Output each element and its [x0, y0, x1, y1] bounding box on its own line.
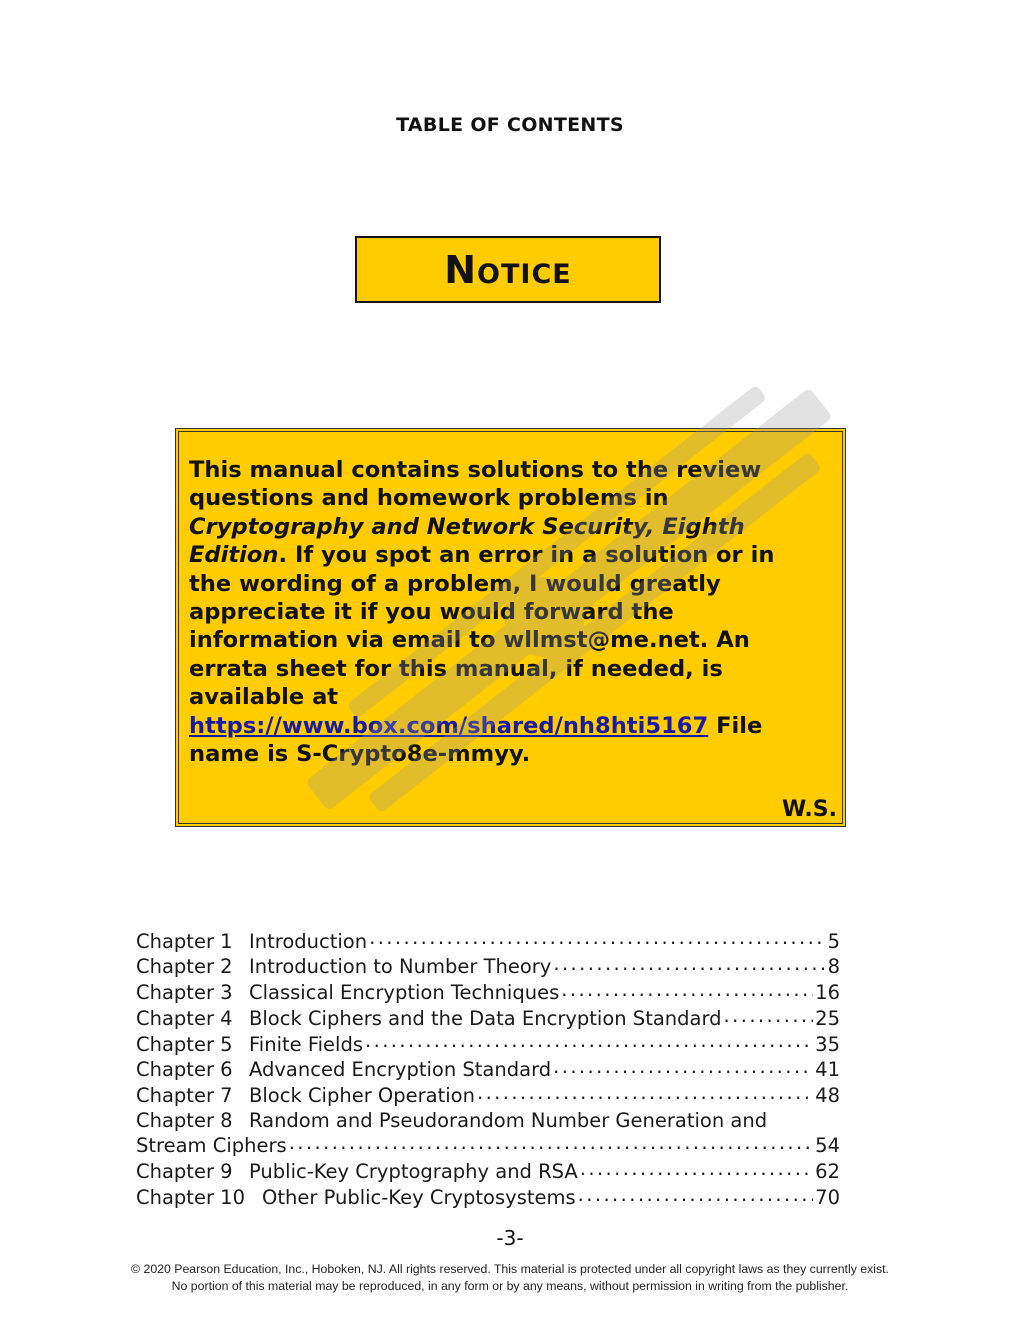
toc-chapter-title: Finite Fields — [249, 1032, 364, 1056]
dot-leader — [365, 1031, 813, 1051]
toc-entry-continuation[interactable] — [136, 1133, 840, 1159]
toc-chapter-title-continuation: Stream Ciphers — [136, 1134, 287, 1158]
toc-chapter-title: Advanced Encryption Standard — [249, 1058, 552, 1082]
dot-leader — [477, 1083, 813, 1103]
dot-leader — [553, 954, 825, 974]
toc-entry[interactable] — [136, 1159, 840, 1185]
notice-banner — [355, 236, 661, 303]
page-number: -3- — [496, 1226, 524, 1250]
message-line-link — [189, 712, 829, 740]
toc-page-number: 35 — [815, 1032, 840, 1056]
toc-entry[interactable] — [136, 1083, 840, 1109]
toc-chapter-number: Chapter 7 — [136, 1084, 233, 1108]
toc-page-number: 41 — [815, 1058, 840, 1082]
copyright-line: No portion of this material may be reproduced, in any form or by any means, without permission in writing from the publisher. — [171, 1278, 849, 1293]
toc-page-number: 8 — [827, 955, 840, 979]
toc-chapter-title: Random and Pseudorandom Number Generation and — [249, 1108, 768, 1132]
toc-chapter-title: Classical Encryption Techniques — [249, 981, 560, 1005]
toc-page-number: 62 — [815, 1160, 840, 1184]
dot-leader — [289, 1133, 813, 1153]
message-line-book-title — [189, 513, 829, 541]
book-title-part2: Edition — [189, 542, 279, 569]
toc-chapter-number: Chapter 4 — [136, 1006, 233, 1030]
toc-entry[interactable] — [136, 1005, 840, 1031]
copyright-notice — [0, 1261, 1020, 1294]
dot-leader — [369, 928, 825, 948]
dot-leader — [553, 1057, 813, 1077]
toc-chapter-number: Chapter 10 — [136, 1185, 245, 1209]
toc-chapter-title: Introduction — [249, 929, 368, 953]
toc-page-number: 48 — [815, 1084, 840, 1108]
toc-chapter-title: Public-Key Cryptography and RSA — [249, 1160, 578, 1184]
toc-chapter-number: Chapter 9 — [136, 1160, 233, 1184]
message-line: questions and homework problems in — [189, 485, 669, 512]
toc-chapter-title: Block Cipher Operation — [249, 1084, 475, 1108]
signature: W.S. — [781, 797, 837, 822]
toc-page-number: 54 — [815, 1134, 840, 1158]
message-line: the wording of a problem, I would greatly — [189, 570, 721, 597]
toc-chapter-number: Chapter 8 — [136, 1108, 233, 1132]
table-of-contents — [136, 928, 840, 1210]
toc-page-number: 5 — [827, 929, 840, 953]
toc-entry[interactable] — [136, 980, 840, 1006]
message-line: available at — [189, 684, 339, 711]
dot-leader — [580, 1159, 813, 1179]
dot-leader — [578, 1184, 814, 1204]
toc-chapter-number: Chapter 6 — [136, 1058, 233, 1082]
toc-page-number: 25 — [815, 1006, 840, 1030]
toc-entry[interactable] — [136, 1109, 840, 1133]
notice-heading: Notice — [444, 247, 572, 292]
message-line: errata sheet for this manual, if needed, is — [189, 655, 723, 682]
message-line: name is S-Crypto8e-mmyy. — [189, 741, 531, 768]
toc-chapter-title: Block Ciphers and the Data Encryption Standard — [249, 1006, 722, 1030]
dot-leader — [724, 1005, 814, 1025]
book-title-part1: Cryptography and Network Security, Eighth — [189, 513, 745, 540]
toc-entry[interactable] — [136, 928, 840, 954]
message-line — [189, 541, 829, 569]
dot-leader — [561, 980, 813, 1000]
notice-message-box — [175, 428, 846, 827]
toc-page-number: 16 — [815, 981, 840, 1005]
toc-chapter-number: Chapter 1 — [136, 929, 233, 953]
errata-link[interactable]: https://www.box.com/shared/nh8hti5167 — [189, 712, 709, 739]
message-text-segment: File — [708, 712, 763, 739]
toc-entry[interactable] — [136, 1057, 840, 1083]
toc-chapter-number: Chapter 2 — [136, 955, 233, 979]
toc-entry[interactable] — [136, 1184, 840, 1210]
message-line: information via email to wllmst@me.net. An — [189, 627, 750, 654]
toc-chapter-title: Other Public-Key Cryptosystems — [262, 1185, 576, 1209]
notice-message — [189, 456, 829, 768]
page-title: TABLE OF CONTENTS — [396, 114, 624, 136]
message-text-segment: . If you spot an error in a solution or in — [278, 542, 775, 569]
message-line: appreciate it if you would forward the — [189, 599, 674, 626]
toc-chapter-number: Chapter 3 — [136, 981, 233, 1005]
message-line: This manual contains solutions to the review — [189, 457, 762, 483]
toc-entry[interactable] — [136, 954, 840, 980]
toc-chapter-number: Chapter 5 — [136, 1032, 233, 1056]
copyright-line: © 2020 Pearson Education, Inc., Hoboken, NJ. All rights reserved. This material is protected under all copyright laws as they currently exist. — [131, 1262, 889, 1276]
toc-entry[interactable] — [136, 1031, 840, 1057]
toc-chapter-title: Introduction to Number Theory — [249, 955, 552, 979]
toc-page-number: 70 — [815, 1185, 840, 1209]
